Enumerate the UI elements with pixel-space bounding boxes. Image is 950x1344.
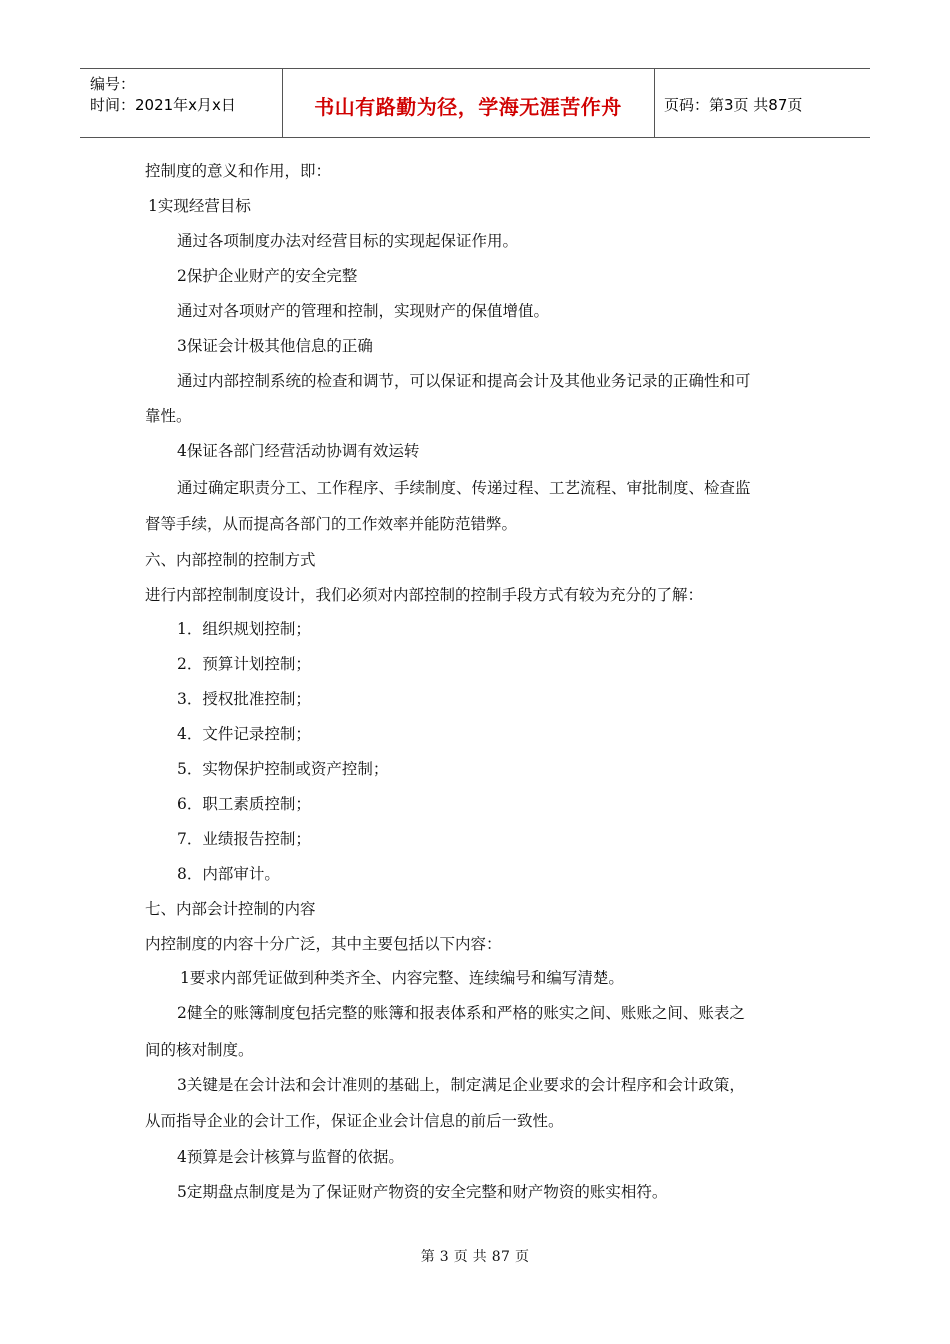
header-motto-cell (282, 69, 655, 137)
list-item: 4．文件记录控制； (177, 725, 311, 743)
body-line: 2保护企业财产的安全完整 (177, 267, 358, 285)
body-line: 通过内部控制系统的检查和调节，可以保证和提高会计及其他业务记录的正确性和可 (177, 372, 751, 390)
list-item: 8．内部审计。 (177, 865, 280, 883)
list-item: 3．授权批准控制； (177, 690, 311, 708)
list-item: 7．业绩报告控制； (177, 830, 311, 848)
page-footer: 第 3 页 共 87 页 (420, 1249, 530, 1265)
body-line: 间的核对制度。 (145, 1041, 254, 1059)
list-item: 2．预算计划控制； (177, 655, 311, 673)
body-line: 5定期盘点制度是为了保证财产物资的安全完整和财产物资的账实相符。 (177, 1183, 668, 1201)
body-line: 3关键是在会计法和会计准则的基础上，制定满足企业要求的会计程序和会计政策， (177, 1076, 745, 1094)
section-heading: 六、内部控制的控制方式 (145, 551, 316, 569)
body-line: 通过确定职责分工、工作程序、手续制度、传递过程、工艺流程、审批制度、检查监 (177, 479, 751, 497)
document-header (80, 68, 870, 138)
body-line: 通过各项制度办法对经营目标的实现起保证作用。 (177, 232, 519, 250)
body-line: 进行内部控制制度设计，我们必须对内部控制的控制手段方式有较为充分的了解： (145, 586, 704, 604)
header-page-cell (654, 69, 870, 137)
body-line: 4预算是会计核算与监督的依据。 (177, 1148, 404, 1166)
body-line: 从而指导企业的会计工作，保证企业会计信息的前后一致性。 (145, 1112, 564, 1130)
body-line: 控制度的意义和作用，即： (145, 162, 332, 180)
body-line: 内控制度的内容十分广泛，其中主要包括以下内容： (145, 935, 502, 953)
header-meta-cell (80, 69, 283, 137)
body-line: 3保证会计极其他信息的正确 (177, 337, 373, 355)
page-code: 页码：第3页 共87页 (664, 96, 803, 114)
body-line: 靠性。 (145, 407, 192, 425)
list-item: 6．职工素质控制； (177, 795, 311, 813)
list-item: 1．组织规划控制； (177, 620, 311, 638)
list-item: 5．实物保护控制或资产控制； (177, 760, 389, 778)
section-heading: 七、内部会计控制的内容 (145, 900, 316, 918)
body-line: 2健全的账簿制度包括完整的账簿和报表体系和严格的账实之间、账账之间、账表之 (177, 1004, 745, 1022)
serial-label: 编号： (90, 75, 136, 93)
body-line: 通过对各项财产的管理和控制，实现财产的保值增值。 (177, 302, 550, 320)
body-line: 1实现经营目标 (148, 197, 251, 215)
body-line: 督等手续，从而提高各部门的工作效率并能防范错弊。 (145, 515, 518, 533)
body-line: 4保证各部门经营活动协调有效运转 (177, 442, 420, 460)
time-label: 时间：2021年x月x日 (90, 96, 236, 114)
motto: 书山有路勤为径，学海无涯苦作舟 (314, 95, 622, 119)
body-line: 1要求内部凭证做到种类齐全、内容完整、连续编号和编写清楚。 (180, 969, 624, 987)
